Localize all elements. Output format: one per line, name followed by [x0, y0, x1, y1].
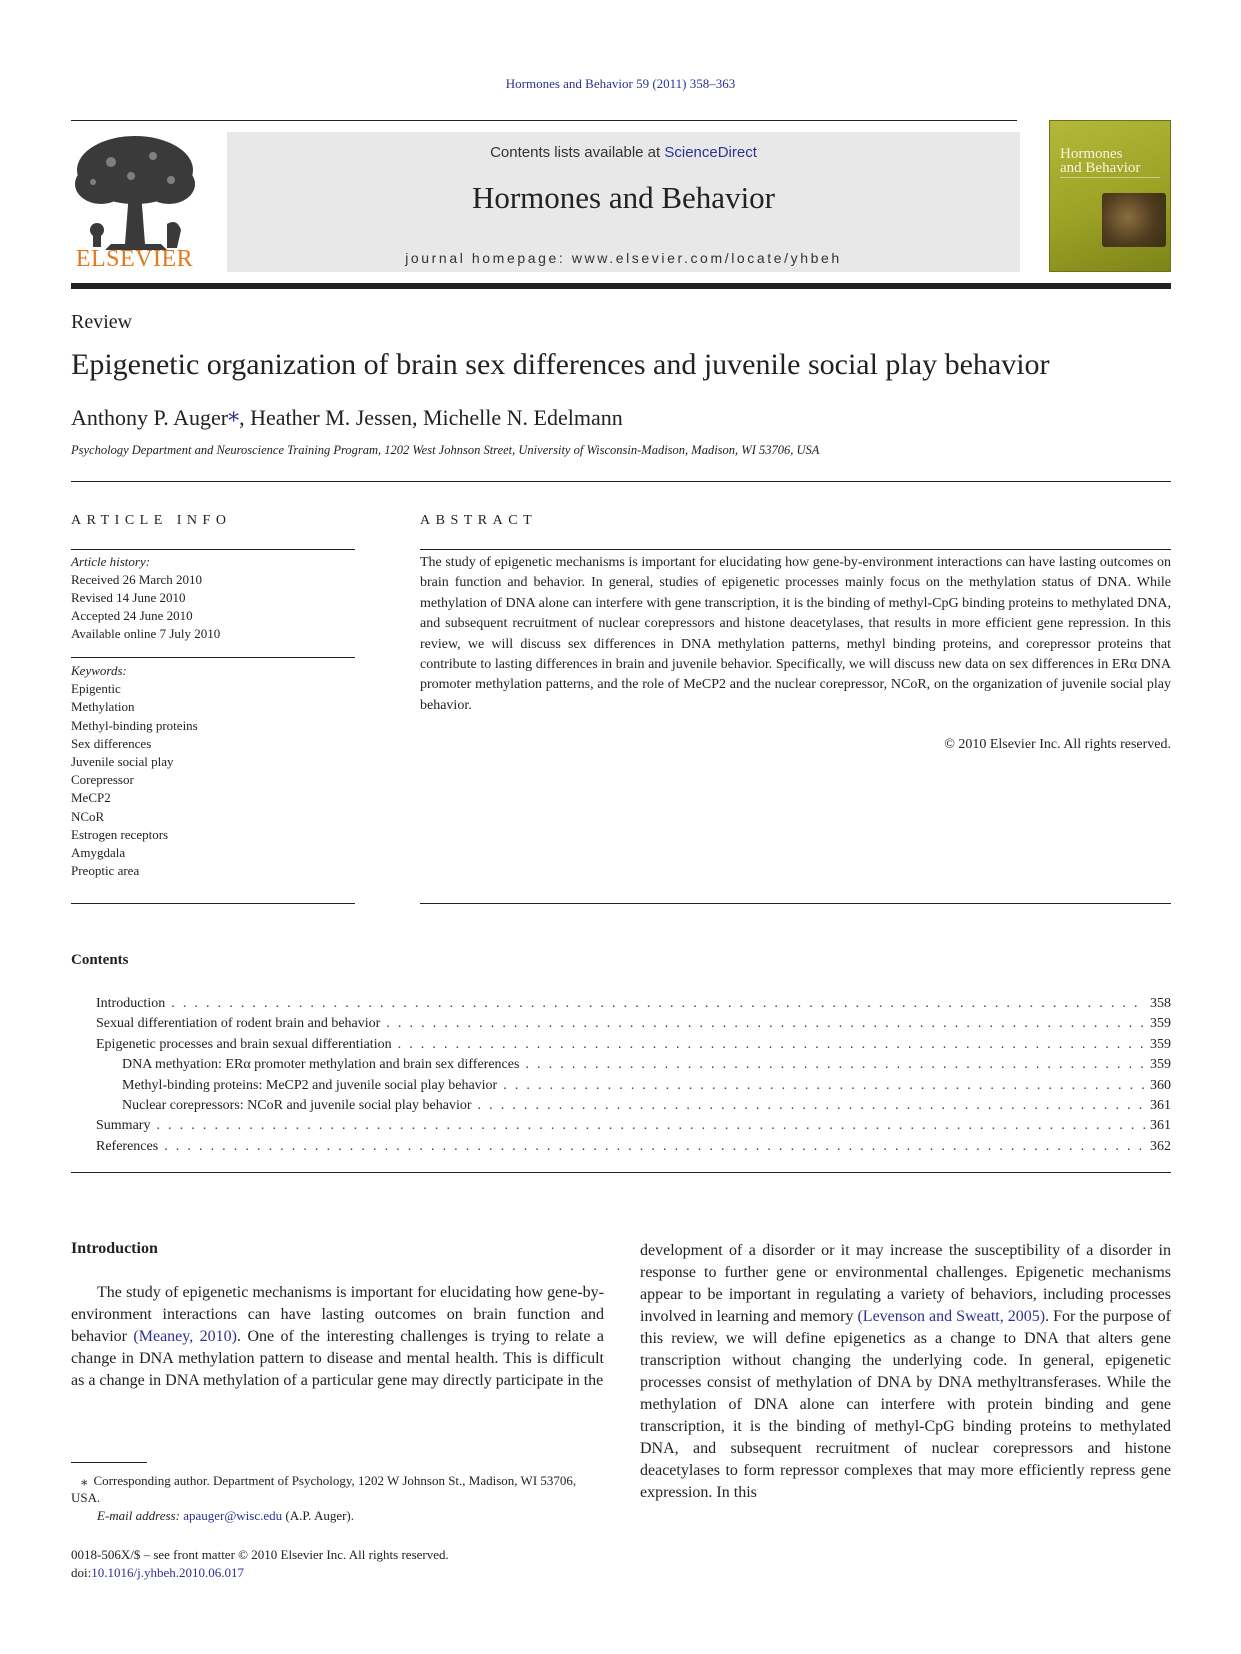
toc-label: DNA methyation: ERα promoter methylation and brain sex differences — [122, 1057, 520, 1073]
keyword: Amygdala — [71, 845, 126, 861]
front-matter — [71, 1546, 449, 1582]
toc-leader — [165, 996, 1145, 1012]
article-history — [71, 553, 220, 643]
sciencedirect-link[interactable]: ScienceDirect — [664, 144, 757, 161]
keyword: MeCP2 — [71, 790, 111, 806]
elsevier-wordmark: ELSEVIER — [75, 246, 194, 272]
author-affiliation: Psychology Department and Neuroscience Training Program, 1202 West Johnson Street, University of Wisconsin-Madison, Madison, WI 53706, USA — [71, 443, 820, 457]
keyword: Juvenile social play — [71, 754, 174, 770]
issn-line: 0018-506X/$ – see front matter © 2010 Elsevier Inc. All rights reserved. — [71, 1547, 449, 1562]
article-title: Epigenetic organization of brain sex differences and juvenile social play behavior — [71, 348, 1050, 381]
doi-prefix: doi: — [71, 1565, 92, 1580]
history-item: Available online 7 July 2010 — [71, 626, 221, 641]
contents-availability — [227, 144, 1020, 161]
cover-divider — [1060, 177, 1160, 178]
toc-entry[interactable] — [96, 1037, 1171, 1057]
toc-label: Nuclear corepressors: NCoR and juvenile social play behavior — [122, 1097, 472, 1113]
doi-link[interactable]: 10.1016/j.yhbeh.2010.06.017 — [91, 1565, 244, 1580]
corresponding-author-footnote — [71, 1472, 604, 1506]
toc-label: Sexual differentiation of rodent brain and behavior — [96, 1016, 381, 1032]
email-owner: (A.P. Auger). — [285, 1508, 355, 1523]
toc-leader — [150, 1118, 1145, 1134]
history-item: Received 26 March 2010 — [71, 572, 203, 587]
cover-title-line: Hormones — [1060, 146, 1123, 162]
toc-page: 359 — [1150, 1036, 1171, 1052]
history-item: Revised 14 June 2010 — [71, 590, 186, 605]
toc-label: Methyl-binding proteins: MeCP2 and juvenile social play behavior — [122, 1077, 498, 1093]
toc-leader — [392, 1037, 1145, 1053]
cover-title-line: and Behavior — [1060, 160, 1141, 176]
citation-link[interactable]: (Meaney, 2010) — [133, 1328, 238, 1345]
journal-cover-thumbnail[interactable] — [1049, 120, 1171, 272]
corresponding-author-link[interactable]: ⁎ — [228, 401, 240, 426]
toc-subentry[interactable] — [96, 1098, 1171, 1118]
author-list — [71, 401, 623, 431]
toc-page: 361 — [1150, 1118, 1171, 1134]
citation-link[interactable]: (Levenson and Sweatt, 2005) — [857, 1308, 1046, 1325]
section-rule — [71, 481, 1171, 482]
toc-leader — [497, 1078, 1145, 1094]
journal-header-band — [227, 132, 1020, 272]
body-text: . For the purpose of this review, we will define epigenetics as a change to DNA that alters gene transcription without changing the underlying code. In general, epigenetic processes consist of methylation of DNA by DNA methyltransferases. While the methylation of DNA alone can interfere with protein binding and gene transcription, it is the binding of methyl-CpG binding proteins to methylated DNA, and subsequent recruitment of nuclear corepressors and histone deacetylases to form repressor complexes that may more efficiently repress gene expression. In this — [640, 1308, 1171, 1501]
journal-homepage[interactable]: journal homepage: www.elsevier.com/locate/yhbeh — [405, 250, 842, 266]
toc-entry[interactable] — [96, 1118, 1171, 1138]
body-text: The study of epigenetic mechanisms is important for elucidating how gene-by-environment interactions can have lasting outcomes on brain function and behavior — [71, 1284, 604, 1345]
keyword: Methyl-binding proteins — [71, 717, 198, 733]
toc-page: 361 — [1150, 1097, 1171, 1113]
keyword: Preoptic area — [71, 863, 140, 879]
author-names: , Heather M. Jessen, Michelle N. Edelmann — [239, 405, 623, 430]
section-rule — [420, 549, 1171, 550]
article-type: Review — [71, 311, 133, 333]
toc-entry[interactable] — [96, 996, 1171, 1016]
cover-title — [1060, 147, 1140, 175]
keyword: NCoR — [71, 808, 105, 824]
header-rule — [71, 120, 1017, 121]
keywords-label: Keywords: — [71, 663, 127, 678]
toc-leader — [519, 1057, 1145, 1073]
keyword: Epigentic — [71, 681, 121, 697]
body-text: development of a disorder or it may increase the susceptibility of a disorder in response to further gene or environmental challenges. Epigenetic mechanisms appear to be important in regulating a variety of behaviors, including processes involved in learning and memory — [640, 1242, 1171, 1325]
keyword: Methylation — [71, 699, 135, 715]
history-item: Accepted 24 June 2010 — [71, 608, 193, 623]
toc-entry[interactable] — [96, 1016, 1171, 1036]
introduction-column-1 — [71, 1282, 604, 1392]
section-rule — [71, 549, 355, 550]
toc-page: 358 — [1150, 996, 1171, 1011]
body-text: . One of the interesting challenges is trying to relate a change in DNA methylation pattern to disease and mental health. This is difficult as a change in DNA methylation of a particular gene may directly participate in the — [71, 1328, 604, 1389]
toc-page: 362 — [1150, 1138, 1171, 1154]
toc-leader — [380, 1016, 1145, 1032]
keyword: Estrogen receptors — [71, 826, 169, 842]
introduction-column-2 — [640, 1240, 1171, 1504]
article-info-heading: ARTICLE INFO — [71, 513, 232, 528]
introduction-heading: Introduction — [71, 1240, 158, 1257]
author-name: Anthony P. Auger — [71, 405, 229, 430]
doi-line — [71, 1564, 449, 1582]
footnote-text: Corresponding author. Department of Psychology, 1202 W Johnson St., Madison, WI 53706, USA. — [71, 1473, 577, 1505]
footnote-mark: ⁎ — [81, 1473, 88, 1488]
toc-subentry[interactable] — [96, 1057, 1171, 1077]
history-label: Article history: — [71, 554, 151, 569]
footnote-email-line — [97, 1508, 354, 1524]
contents-prefix: Contents lists available at — [490, 144, 665, 161]
cover-photo — [1102, 193, 1166, 247]
journal-name: Hormones and Behavior — [471, 180, 776, 215]
section-rule — [71, 1172, 1171, 1173]
table-of-contents — [96, 996, 1171, 1159]
abstract-heading: ABSTRACT — [420, 513, 538, 528]
email-link[interactable]: apauger@wisc.edu — [183, 1508, 283, 1523]
keywords-list — [71, 662, 198, 880]
abstract-copyright: © 2010 Elsevier Inc. All rights reserved. — [944, 737, 1171, 752]
elsevier-logo[interactable] — [71, 132, 198, 272]
toc-label: Introduction — [96, 996, 166, 1011]
toc-label: Summary — [96, 1118, 151, 1134]
toc-page: 359 — [1150, 1057, 1171, 1073]
toc-label: Epigenetic processes and brain sexual differentiation — [96, 1036, 392, 1052]
toc-page: 359 — [1150, 1016, 1171, 1032]
section-rule — [71, 903, 355, 904]
header-rule-thick — [71, 283, 1171, 289]
email-label: E-mail address: — [97, 1508, 180, 1523]
keyword: Sex differences — [71, 735, 152, 751]
toc-leader — [158, 1139, 1145, 1155]
keyword: Corepressor — [71, 772, 134, 788]
footnote-rule — [71, 1462, 147, 1463]
toc-label: References — [96, 1138, 159, 1154]
abstract-text: The study of epigenetic mechanisms is important for elucidating how gene-by-environment interactions can have lasting outcomes on brain function and behavior. In general, studies of epigenetic processes mainly focus on the methylation status of DNA. While methylation of DNA alone can interfere with gene transcription, it is the binding of methyl-CpG binding proteins to methylated DNA, and subsequent recruitment of nuclear corepressors and histone deacetylases, that results in more efficient gene repression. In this review, we will discuss sex differences in DNA methylation patterns, methyl binding proteins, and corepressor proteins that contribute to lasting differences in brain and juvenile behavior. Specifically, we will discuss new data on sex differences in ERα DNA promoter methylation patterns, and the role of MeCP2 and the nuclear corepressor, NCoR, on the organization of juvenile social play behavior. — [420, 555, 1171, 713]
section-rule — [71, 657, 355, 658]
toc-entry[interactable] — [96, 1139, 1171, 1159]
toc-subentry[interactable] — [96, 1078, 1171, 1098]
contents-heading: Contents — [71, 952, 129, 968]
journal-citation[interactable]: Hormones and Behavior 59 (2011) 358–363 — [505, 76, 736, 91]
toc-page: 360 — [1150, 1077, 1171, 1093]
section-rule — [420, 903, 1171, 904]
toc-leader — [472, 1098, 1145, 1114]
